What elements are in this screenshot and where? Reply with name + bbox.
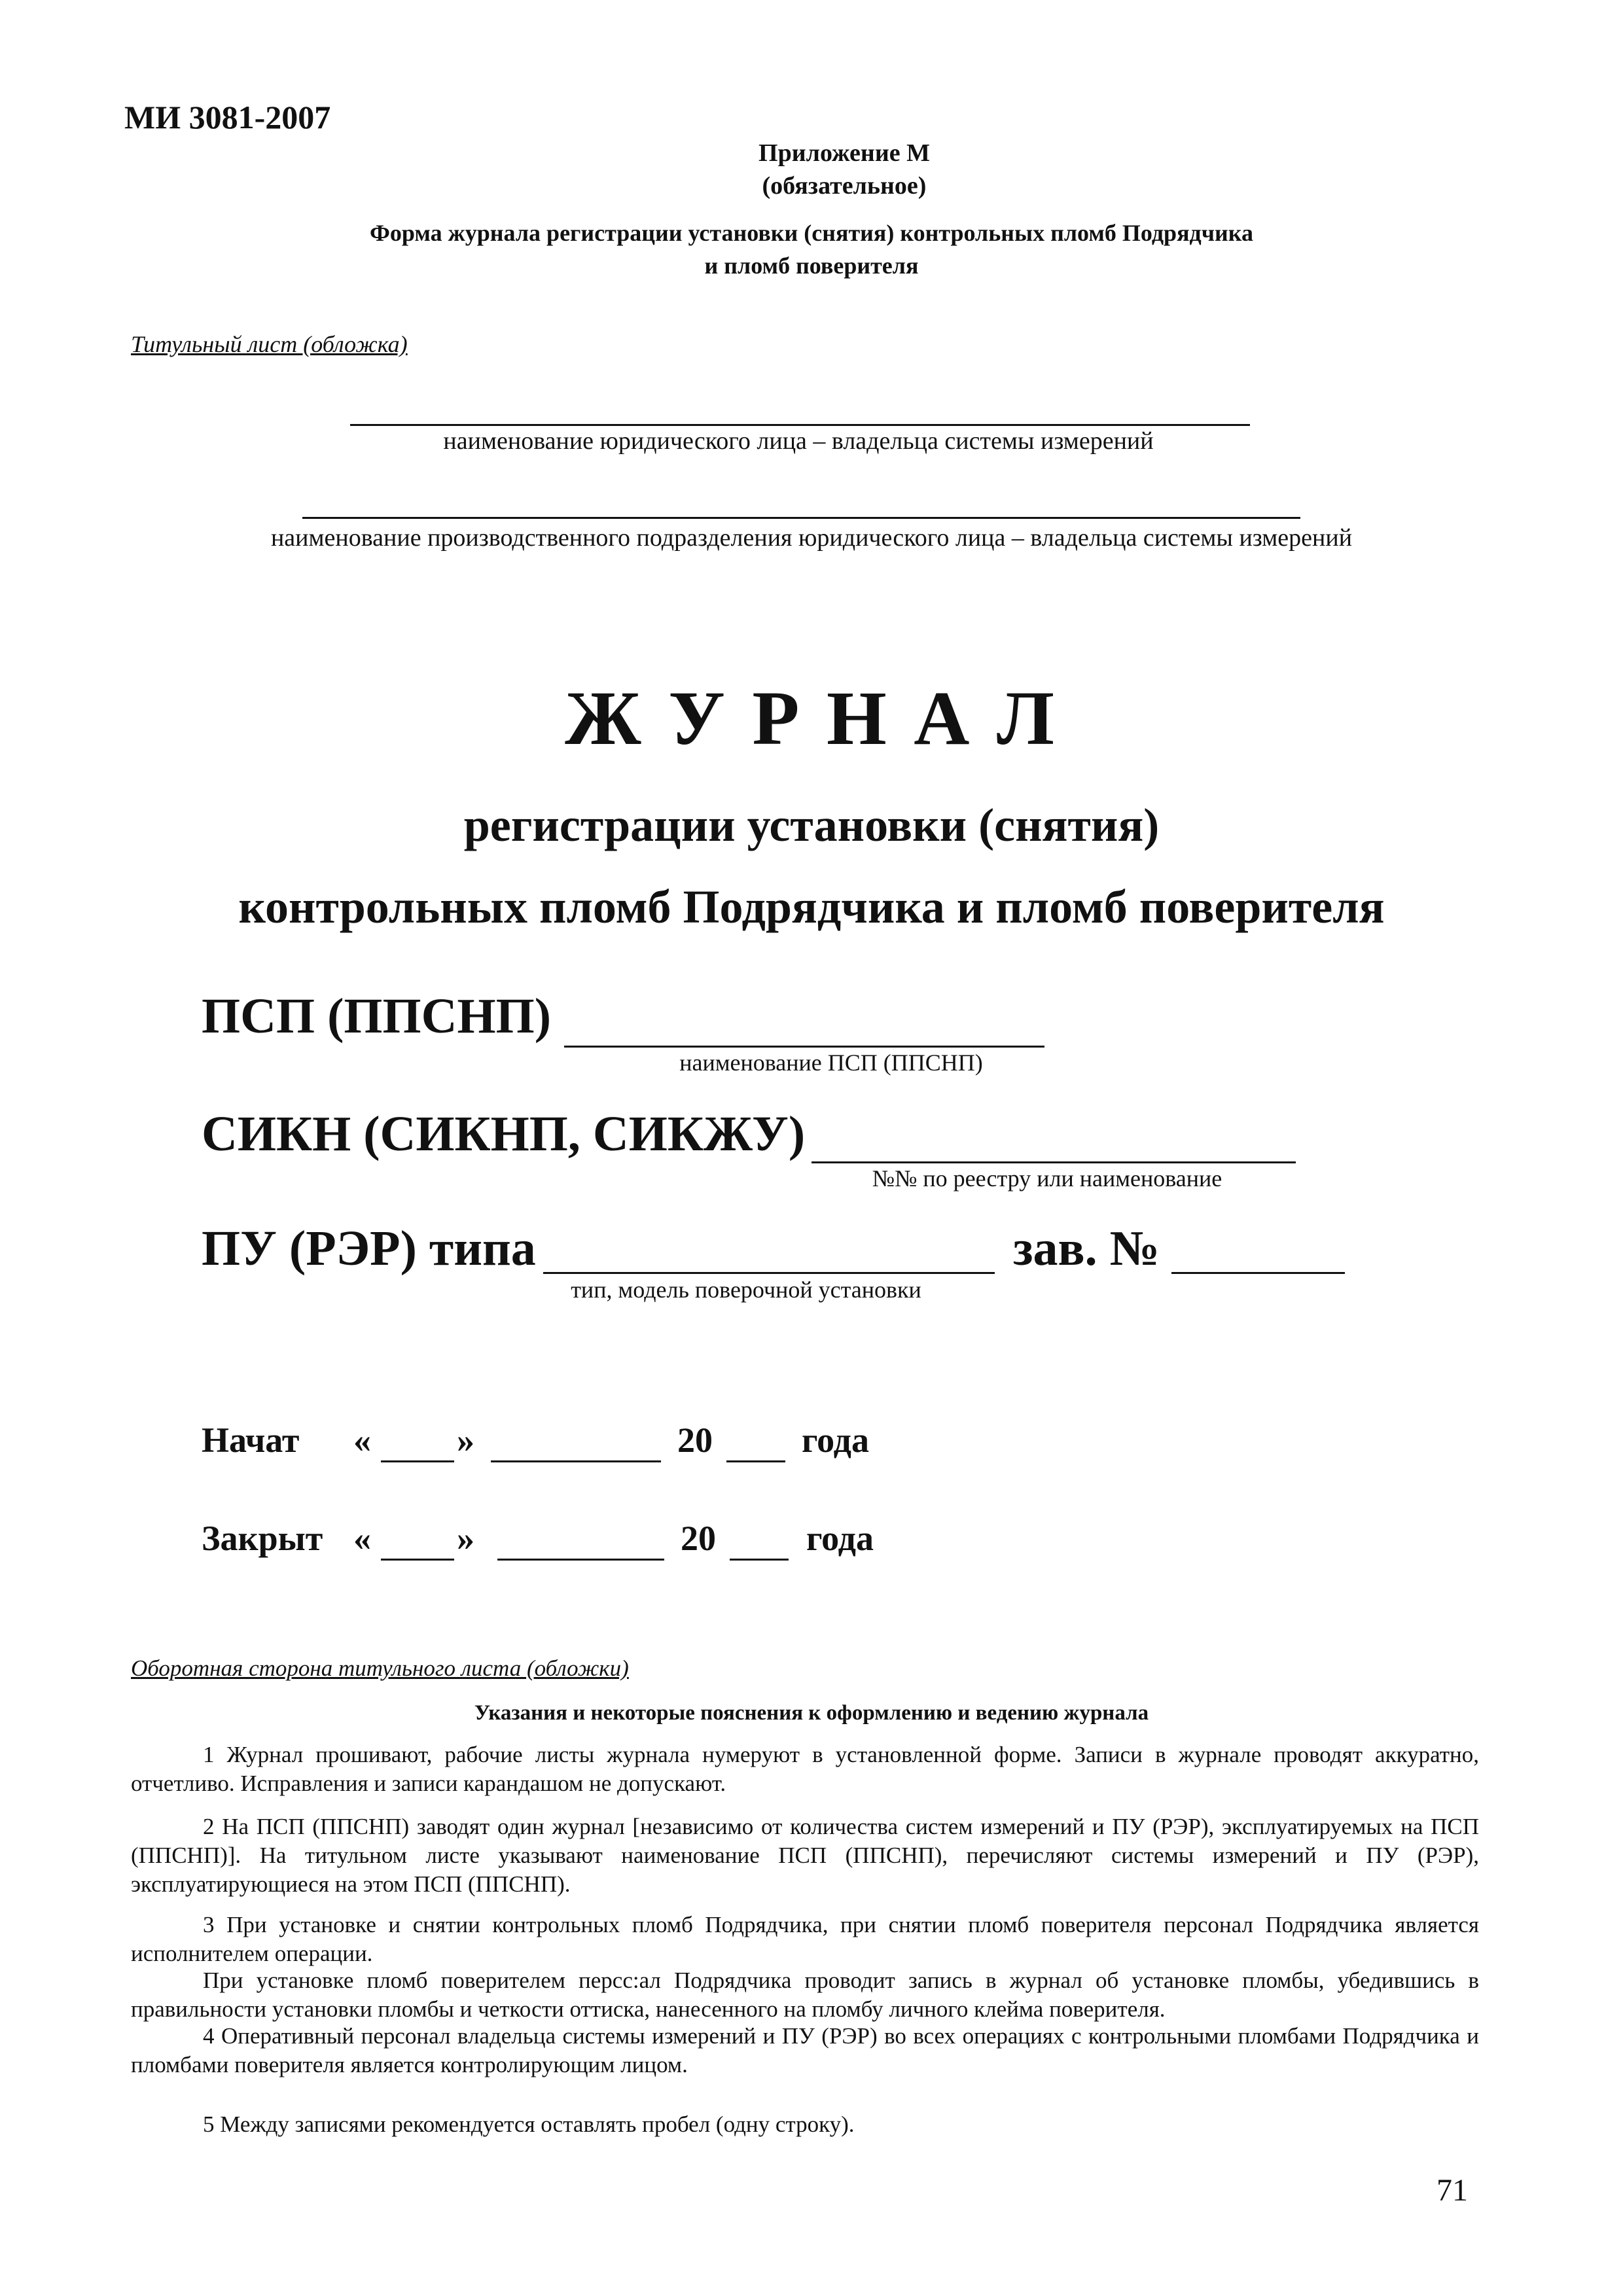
instruction-paragraph-3: 3 При установке и снятии контрольных пломб Подрядчика, при снятии пломб поверителя персонал Подрядчика является исполнителем операции. (131, 1912, 1479, 1966)
psp-caption: наименование ПСП (ППСНП) (679, 1050, 983, 1076)
instruction-paragraph-2: 2 На ПСП (ППСНП) заводят один журнал [независимо от количества систем измерений и ПУ (РЭР), эксплуатируемых на ПСП (ППСНП)]. На титульном листе указывают наименование ПСП (ППСНП), перечисляют системы измерений и ПУ (РЭР), эксплуатирующиеся на этом ПСП (ППСНП). (131, 1814, 1479, 1897)
division-fill-line (302, 517, 1300, 519)
closed-year-fill-line (730, 1559, 789, 1561)
instructions-heading: Указания и некоторые пояснения к оформлению и ведению журнала (474, 1701, 1149, 1725)
appendix-label: Приложение М (758, 139, 930, 167)
journal-subtitle-line2: контрольных пломб Подрядчика и пломб поверителя (238, 881, 1385, 933)
serial-number-fill-line (1171, 1272, 1345, 1274)
pu-caption: тип, модель поверочной установки (571, 1277, 921, 1303)
sikn-label: СИКН (СИКНП, СИКЖУ) (202, 1106, 806, 1161)
started-close-quote: » (457, 1421, 474, 1460)
pu-type-fill-line (543, 1272, 995, 1274)
journal-title: Ж У Р Н А Л (565, 675, 1058, 761)
instruction-paragraph-4: 4 Оперативный персонал владельца системы измерений и ПУ (РЭР) во всех операциях с контрольными пломбами Подрядчика и пломбами поверителя является контролирующим лицом. (131, 2023, 1479, 2077)
form-title-line2: и пломб поверителя (704, 253, 919, 279)
journal-subtitle-line1: регистрации установки (снятия) (463, 799, 1160, 851)
started-year-suffix: года (802, 1421, 869, 1460)
started-year-fill-line (726, 1460, 785, 1462)
sikn-caption: №№ по реестру или наименование (872, 1165, 1222, 1192)
legal-entity-caption: наименование юридического лица – владельца системы измерений (443, 427, 1154, 455)
pu-label: ПУ (РЭР) типа (202, 1221, 536, 1276)
instruction-paragraph-1: 1 Журнал прошивают, рабочие листы журнала нумеруют в установленной форме. Записи в журнале проводят аккуратно, отчетливо. Исправления и записи карандашом не допускают. (131, 1742, 1479, 1796)
legal-entity-fill-line (350, 424, 1250, 426)
appendix-status: (обязательное) (762, 172, 927, 200)
sikn-fill-line (812, 1161, 1296, 1163)
form-title-line1: Форма журнала регистрации установки (снятия) контрольных пломб Подрядчика (370, 220, 1253, 246)
closed-label: Закрыт (202, 1519, 323, 1558)
closed-day-fill-line (381, 1559, 454, 1561)
psp-label: ПСП (ППСНП) (202, 989, 552, 1044)
started-label: Начат (202, 1421, 300, 1460)
document-code: МИ 3081-2007 (124, 99, 331, 135)
started-year-prefix: 20 (677, 1421, 713, 1460)
division-caption: наименование производственного подразделения юридического лица – владельца системы измерений (270, 524, 1353, 552)
closed-month-fill-line (497, 1559, 664, 1561)
instruction-paragraph-3-continued: При установке пломб поверителем персс:ал Подрядчика проводит запись в журнал об установке пломбы, убедившись в правильности установки пломбы и четкости оттиска, нанесенного на пломбу личного клейма поверителя. (131, 1968, 1479, 2022)
started-open-quote: « (353, 1421, 371, 1460)
started-day-fill-line (381, 1460, 454, 1462)
closed-year-suffix: года (806, 1519, 874, 1558)
page-number: 71 (1436, 2173, 1468, 2208)
title-page-section-label: Титульный лист (обложка) (131, 331, 408, 357)
psp-fill-line (564, 1046, 1044, 1048)
closed-year-prefix: 20 (681, 1519, 716, 1558)
back-page-section-label: Оборотная сторона титульного листа (обложки) (131, 1655, 629, 1681)
closed-close-quote: » (457, 1519, 474, 1558)
closed-open-quote: « (353, 1519, 371, 1558)
started-month-fill-line (491, 1460, 661, 1462)
serial-number-label: зав. № (1013, 1221, 1160, 1276)
instruction-paragraph-5: 5 Между записями рекомендуется оставлять пробел (одну строку). (203, 2111, 855, 2137)
